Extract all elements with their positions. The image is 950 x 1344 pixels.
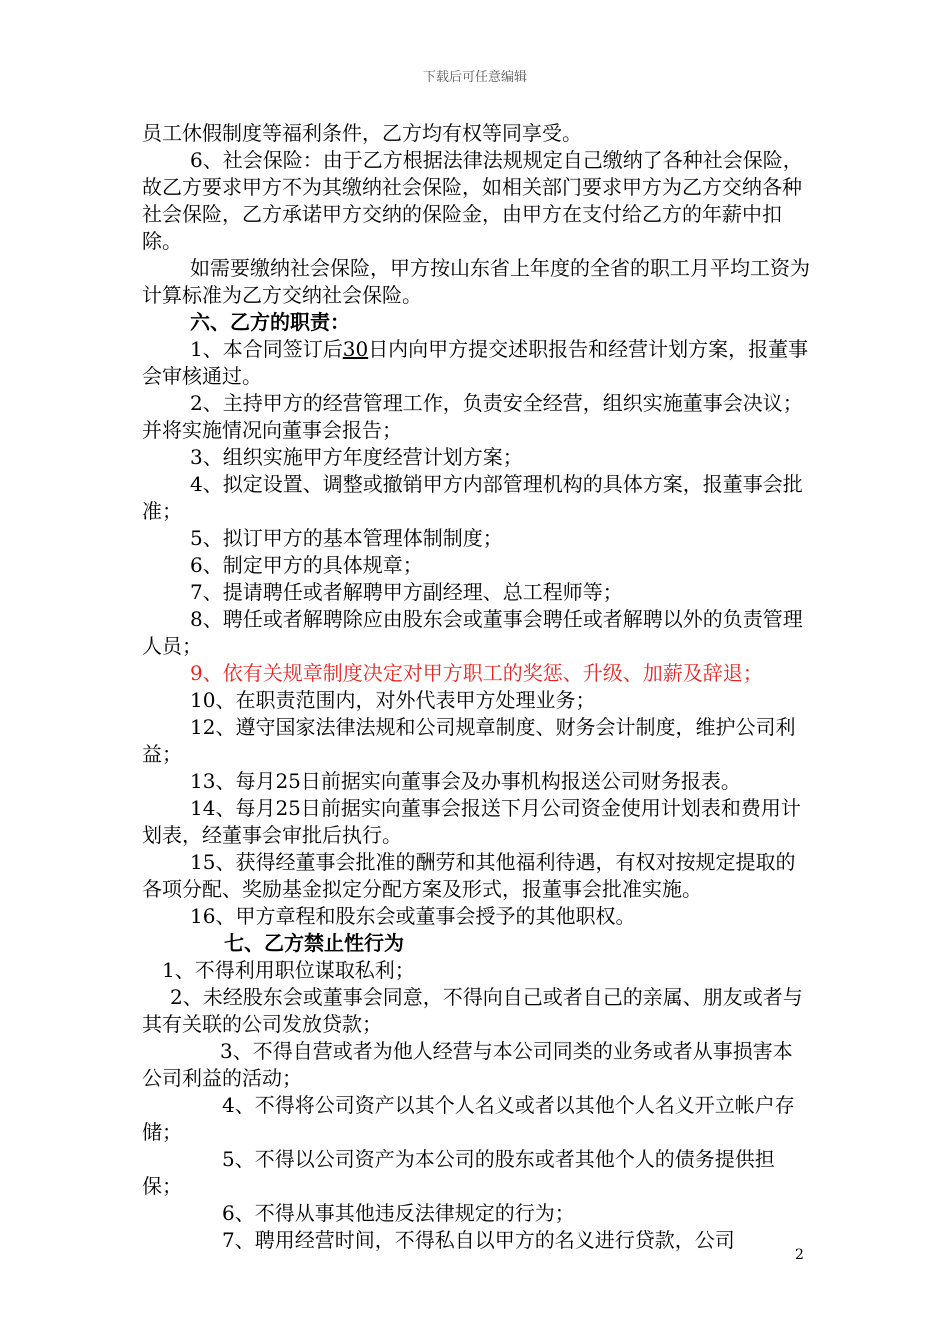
paragraph: 8、聘任或者解聘除应由股东会或董事会聘任或者解聘以外的负责管理人员； (142, 607, 803, 658)
page-header: 下载后可任意编辑 (422, 70, 527, 85)
paragraph: 3、组织实施甲方年度经营计划方案； (190, 445, 523, 469)
paragraph: 5、拟订甲方的基本管理体制制度； (190, 526, 503, 550)
paragraph-text: 1、本合同签订后 (190, 337, 343, 361)
paragraph: 16、甲方章程和股东会或董事会授予的其他职权。 (190, 904, 636, 928)
paragraph: 12、遵守国家法律法规和公司规章制度、财务会计制度，维护公司利益； (142, 715, 796, 766)
paragraph (142, 336, 810, 390)
paragraph: 4、拟定设置、调整或撤销甲方内部管理机构的具体方案，报董事会批准； (142, 472, 803, 523)
paragraph: 5、不得以公司资产为本公司的股东或者其他个人的债务提供担保； (142, 1147, 775, 1198)
document-body (142, 120, 810, 1254)
highlighted-paragraph: 9、依有关规章制度决定对甲方职工的奖惩、升级、加薪及辞退； (190, 661, 763, 685)
paragraph: 10、在职责范围内，对外代表甲方处理业务； (190, 688, 596, 712)
paragraph: 3、不得自营或者为他人经营与本公司同类的业务或者从事损害本公司利益的活动； (142, 1039, 793, 1090)
page-number: 2 (795, 1247, 804, 1263)
paragraph: 如需要缴纳社会保险，甲方按山东省上年度的全省的职工月平均工资为计算标准为乙方交纳社会保险。 (142, 256, 810, 307)
paragraph: 1、不得利用职位谋取私利； (162, 958, 415, 982)
paragraph: 6、社会保险：由于乙方根据法律法规规定自己缴纳了各种社会保险，故乙方要求甲方不为其缴纳社会保险，如相关部门要求甲方为乙方交纳各种社会保险，乙方承诺甲方交纳的保险金，由甲方在支付给乙方的年薪中扣除。 (142, 148, 803, 253)
paragraph: 6、制定甲方的具体规章； (190, 553, 423, 577)
paragraph: 7、聘用经营时间，不得私自以甲方的名义进行贷款，公司 (222, 1228, 735, 1252)
section-heading: 六、乙方的职责： (190, 310, 350, 334)
paragraph: 4、不得将公司资产以其个人名义或者以其他个人名义开立帐户存储； (142, 1093, 795, 1144)
paragraph: 7、提请聘任或者解聘甲方副经理、总工程师等； (190, 580, 623, 604)
underlined-number: 30 (342, 337, 369, 361)
paragraph-text: 日内向甲方提交述职报告和经营计划方案，报董事会审核通过。 (142, 337, 809, 388)
paragraph: 员工休假制度等福利条件，乙方均有权等同享受。 (142, 121, 582, 145)
paragraph: 2、主持甲方的经营管理工作，负责安全经营，组织实施董事会决议；并将实施情况向董事会报告； (142, 391, 803, 442)
section-heading: 七、乙方禁止性行为 (224, 931, 404, 955)
paragraph: 2、未经股东会或董事会同意，不得向自己或者自己的亲属、朋友或者与其有关联的公司发放贷款； (142, 985, 803, 1036)
paragraph: 14、每月25日前据实向董事会报送下月公司资金使用计划表和费用计划表，经董事会审批后执行。 (142, 796, 801, 847)
paragraph: 15、获得经董事会批准的酬劳和其他福利待遇，有权对按规定提取的各项分配、奖励基金拟定分配方案及形式，报董事会批准实施。 (142, 850, 796, 901)
paragraph: 13、每月25日前据实向董事会及办事机构报送公司财务报表。 (190, 769, 741, 793)
paragraph: 6、不得从事其他违反法律规定的行为； (222, 1201, 575, 1225)
